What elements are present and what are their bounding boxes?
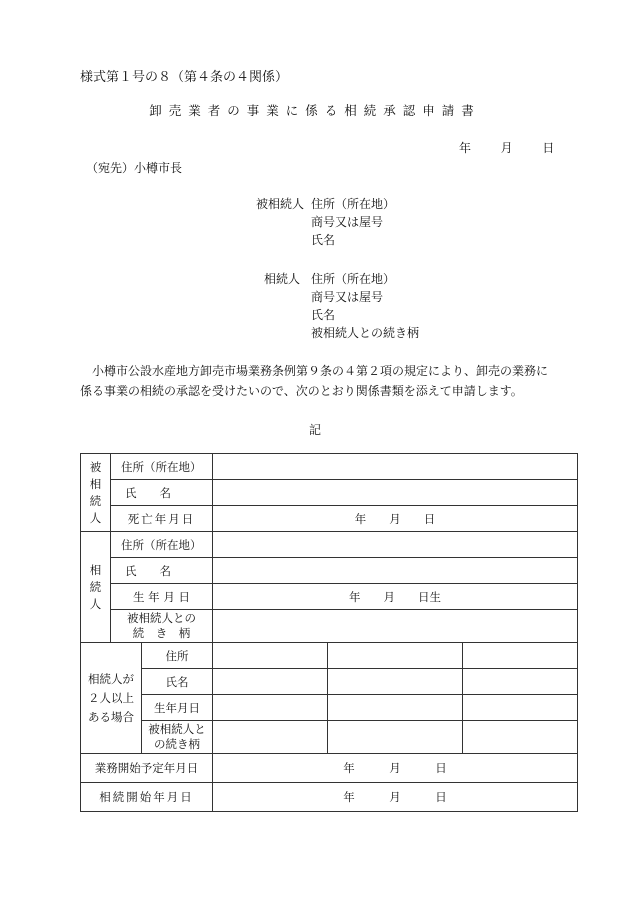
multiple-birth-date-label: 生年月日 <box>142 695 213 721</box>
heir-relation-input[interactable] <box>213 610 578 643</box>
deceased-address-row-label: 住所（所在地） <box>111 454 213 480</box>
deceased-name-input[interactable] <box>213 480 578 506</box>
multiple-address-label: 住所 <box>142 643 213 669</box>
multiple-name-input-2[interactable] <box>328 669 463 695</box>
heir-group-label: 相 続 人 <box>81 532 111 643</box>
deceased-address-label: 住所（所在地） <box>311 197 396 211</box>
multiple-name-input-3[interactable] <box>463 669 578 695</box>
multiple-relation-input-2[interactable] <box>328 721 463 754</box>
deceased-name-row-label: 氏 名 <box>111 480 213 506</box>
deceased-death-date-label: 死亡年月日 <box>111 506 213 532</box>
multiple-heirs-group-label: 相続人が ２人以上 ある場合 <box>81 643 142 754</box>
date-day-label: 日 <box>542 141 555 155</box>
application-details-table <box>80 453 578 812</box>
multiple-birth-date-input-1[interactable] <box>213 695 328 721</box>
heir-relation-row-label: 被相続人との 続 き 柄 <box>111 610 213 643</box>
form-number: 様式第１号の８（第４条の４関係） <box>80 70 289 85</box>
deceased-death-date-input[interactable]: 年 月 日 <box>213 506 578 532</box>
document-title: 卸売業者の事業に係る相続承認申請書 <box>149 103 481 118</box>
deceased-address-input[interactable] <box>213 454 578 480</box>
heir-address-input[interactable] <box>213 532 578 558</box>
application-date <box>459 139 554 156</box>
application-statement: 小樽市公設水産地方卸売市場業務条例第９条の４第２項の規定により、卸売の業務に係る事業の相続の承認を受けたいので、次のとおり関係書類を添えて申請します。 <box>80 364 549 398</box>
heir-trade-name-label: 商号又は屋号 <box>311 290 384 304</box>
multiple-name-label: 氏名 <box>142 669 213 695</box>
addressee: （宛先）小樽市長 <box>86 161 183 175</box>
heir-role-label: 相続人 <box>264 272 301 286</box>
heir-birth-date-input[interactable]: 年 月 日生 <box>213 584 578 610</box>
multiple-relation-label: 被相続人と の続き柄 <box>142 721 213 754</box>
multiple-address-input-3[interactable] <box>463 643 578 669</box>
multiple-birth-date-input-2[interactable] <box>328 695 463 721</box>
deceased-name-label: 氏名 <box>311 233 336 247</box>
ki-heading: 記 <box>308 423 321 437</box>
multiple-birth-date-input-3[interactable] <box>463 695 578 721</box>
heir-birth-date-label: 生 年 月 日 <box>111 584 213 610</box>
heir-name-row-label: 氏 名 <box>111 558 213 584</box>
multiple-relation-input-1[interactable] <box>213 721 328 754</box>
deceased-trade-name-label: 商号又は屋号 <box>311 215 384 229</box>
multiple-address-input-2[interactable] <box>328 643 463 669</box>
multiple-relation-input-3[interactable] <box>463 721 578 754</box>
inheritance-start-date-input[interactable]: 年 月 日 <box>213 783 578 812</box>
heir-address-label: 住所（所在地） <box>311 272 396 286</box>
multiple-address-input-1[interactable] <box>213 643 328 669</box>
date-year-label: 年 <box>459 141 472 155</box>
heir-relation-label: 被相続人との続き柄 <box>311 326 420 340</box>
heir-address-row-label: 住所（所在地） <box>111 532 213 558</box>
multiple-name-input-1[interactable] <box>213 669 328 695</box>
deceased-group-label: 被 相 続 人 <box>81 454 111 532</box>
business-start-date-label: 業務開始予定年月日 <box>81 754 213 783</box>
heir-name-label: 氏名 <box>311 308 336 322</box>
deceased-role-label: 被相続人 <box>256 197 305 211</box>
inheritance-start-date-label: 相続開始年月日 <box>81 783 213 812</box>
heir-name-input[interactable] <box>213 558 578 584</box>
date-month-label: 月 <box>500 141 513 155</box>
business-start-date-input[interactable]: 年 月 日 <box>213 754 578 783</box>
